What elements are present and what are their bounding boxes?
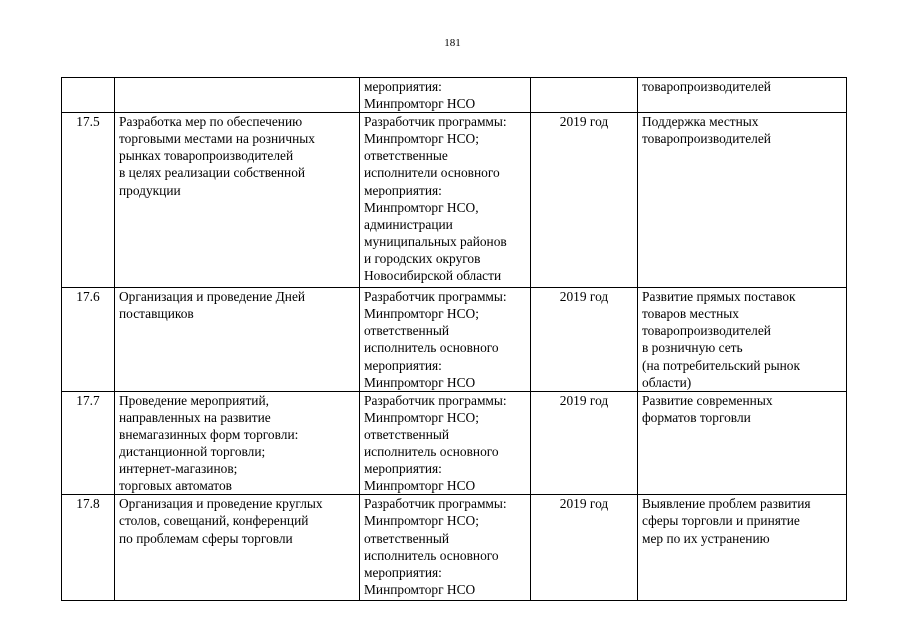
cell-responsible-line: Минпромторг НСО; — [364, 409, 479, 425]
cell-expected-result-line: области) — [642, 374, 692, 390]
cell-responsible — [360, 391, 531, 495]
cell-responsible-line: администрации — [364, 216, 453, 232]
cell-responsible — [360, 495, 531, 601]
cell-measure-name-line: интернет-магазинов; — [119, 461, 238, 477]
cell-expected-result-line: Развитие современных — [642, 392, 773, 408]
cell-expected-result — [638, 391, 847, 495]
cell-measure-name — [115, 391, 360, 495]
cell-responsible-line: Разработчик программы: — [364, 289, 507, 305]
cell-responsible-line: исполнитель основного — [364, 547, 499, 563]
cell-expected-result-line: Поддержка местных — [642, 114, 759, 130]
cell-responsible-line: ответственный — [364, 426, 450, 442]
cell-responsible-line: Минпромторг НСО — [364, 581, 476, 597]
cell-term: 2019 год — [531, 495, 638, 601]
cell-responsible — [360, 78, 531, 113]
cell-expected-result — [638, 288, 847, 392]
cell-measure-name — [115, 288, 360, 392]
cell-expected-result-line: (на потребительский рынок — [642, 357, 801, 373]
cell-term: 2019 год — [531, 288, 638, 392]
cell-responsible — [360, 288, 531, 392]
cell-expected-result-line: форматов торговли — [642, 409, 751, 425]
cell-measure-name-line: в целях реализации собственной — [119, 165, 306, 181]
table-row — [62, 495, 847, 601]
cell-responsible-line: Разработчик программы: — [364, 114, 507, 130]
cell-measure-name-line: по проблемам сферы торговли — [119, 530, 293, 546]
cell-responsible-line: муниципальных районов — [364, 233, 507, 249]
cell-measure-name — [115, 495, 360, 601]
page-number: 181 — [444, 37, 461, 49]
cell-responsible-line: мероприятия: — [364, 461, 442, 477]
cell-expected-result — [638, 495, 847, 601]
table-row — [62, 391, 847, 495]
cell-responsible — [360, 113, 531, 288]
cell-measure-name-line: столов, совещаний, конференций — [119, 513, 309, 529]
cell-expected-result — [638, 78, 847, 113]
cell-responsible-line: Минпромторг НСО; — [364, 513, 479, 529]
cell-expected-result-line: товаропроизводителей — [642, 131, 771, 147]
cell-number: 17.7 — [62, 391, 115, 495]
cell-measure-name-line: поставщиков — [119, 306, 194, 322]
cell-measure-name-line: рынках товаропроизводителей — [119, 148, 294, 164]
cell-measure-name-line: Разработка мер по обеспечению — [119, 114, 303, 130]
cell-expected-result-line: в розничную сеть — [642, 340, 743, 356]
cell-responsible-line: мероприятия: — [364, 182, 442, 198]
cell-expected-result — [638, 113, 847, 288]
cell-responsible-line: ответственный — [364, 530, 450, 546]
cell-responsible-line: Новосибирской области — [364, 268, 502, 284]
cell-responsible-line: Минпромторг НСО; — [364, 306, 479, 322]
cell-expected-result-line: сферы торговли и принятие — [642, 513, 800, 529]
cell-responsible-line: Разработчик программы: — [364, 496, 507, 512]
cell-responsible-line: и городских округов — [364, 250, 481, 266]
cell-number: 17.8 — [62, 495, 115, 601]
cell-measure-name-line: продукции — [119, 182, 181, 198]
cell-measure-name-line: торговыми местами на розничных — [119, 131, 315, 147]
cell-term: 2019 год — [531, 113, 638, 288]
cell-measure-name-line: дистанционной торговли; — [119, 444, 266, 460]
cell-measure-name-line: Проведение мероприятий, — [119, 392, 269, 408]
cell-responsible-line: исполнитель основного — [364, 444, 499, 460]
cell-responsible-line: Минпромторг НСО — [364, 374, 476, 390]
cell-term — [531, 78, 638, 113]
cell-responsible-line: ответственные — [364, 148, 448, 164]
cell-term: 2019 год — [531, 391, 638, 495]
table-body — [62, 78, 847, 601]
cell-expected-result-line: Развитие прямых поставок — [642, 289, 796, 305]
table-row — [62, 113, 847, 288]
cell-responsible-line: мероприятия: — [364, 564, 442, 580]
cell-number — [62, 78, 115, 113]
cell-measure-name-line: Организация и проведение круглых — [119, 496, 323, 512]
cell-measure-name-line: направленных на развитие — [119, 409, 271, 425]
cell-measure-name-line: Организация и проведение Дней — [119, 289, 306, 305]
cell-number: 17.6 — [62, 288, 115, 392]
cell-responsible-line: Минпромторг НСО, — [364, 199, 479, 215]
cell-responsible-line: Разработчик программы: — [364, 392, 507, 408]
cell-measure-name-line: внемагазинных форм торговли: — [119, 426, 299, 442]
table-row — [62, 78, 847, 113]
table-row — [62, 288, 847, 392]
measures-table — [61, 77, 847, 601]
cell-measure-name — [115, 78, 360, 113]
cell-responsible-line: мероприятия: — [364, 79, 442, 94]
cell-expected-result-line: товаров местных — [642, 306, 739, 322]
cell-responsible-line: исполнители основного — [364, 165, 500, 181]
cell-expected-result-line: товаропроизводителей — [642, 323, 771, 339]
cell-measure-name-line: торговых автоматов — [119, 478, 233, 494]
cell-responsible-line: ответственный — [364, 323, 450, 339]
cell-responsible-line: Минпромторг НСО; — [364, 131, 479, 147]
cell-responsible-line: Минпромторг НСО — [364, 478, 476, 494]
cell-number: 17.5 — [62, 113, 115, 288]
cell-responsible-line: Минпромторг НСО — [364, 96, 476, 112]
cell-expected-result-line: товаропроизводителей — [642, 79, 771, 94]
cell-measure-name — [115, 113, 360, 288]
cell-responsible-line: мероприятия: — [364, 357, 442, 373]
cell-expected-result-line: мер по их устранению — [642, 530, 770, 546]
cell-responsible-line: исполнитель основного — [364, 340, 499, 356]
cell-expected-result-line: Выявление проблем развития — [642, 496, 811, 512]
